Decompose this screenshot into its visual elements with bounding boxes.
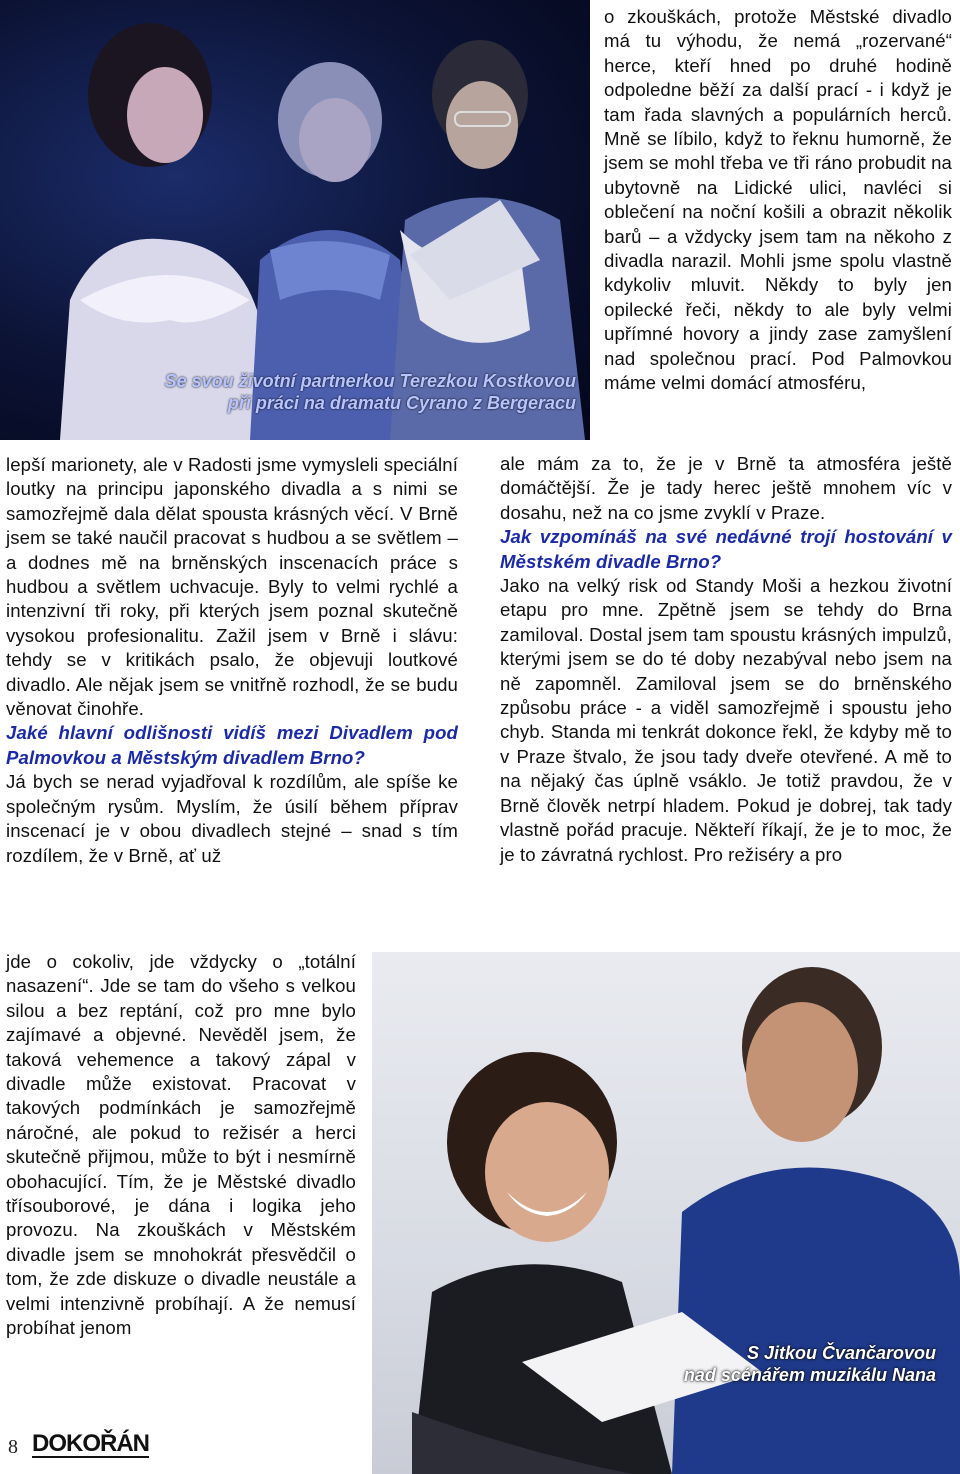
- paragraph: ale mám za to, že je v Brně ta atmosféra ještě domáčtější. Že je tady herec ještě mnohem víc v dosahu, než na co jsme zvyklí v Praze.: [500, 453, 952, 523]
- bottom-caption-line1: S Jitkou Čvančarovou: [746, 1343, 936, 1363]
- top-caption-line1: Se svou životní partnerkou Terezkou Kostkovou: [164, 371, 576, 391]
- right-column-top-text: [604, 5, 952, 396]
- interview-question: Jaké hlavní odlišnosti vidíš mezi Divadlem pod Palmovkou a Městským divadlem Brno?: [6, 722, 458, 768]
- bottom-caption-line2: nad scénářem muzikálu Nana: [683, 1365, 936, 1385]
- top-caption-line2: při práci na dramatu Cyrano z Bergeracu: [227, 393, 576, 413]
- left-column-text: [6, 453, 458, 868]
- rehearsal-photo: [372, 952, 960, 1474]
- left-column-lower-text: [6, 950, 356, 1341]
- bottom-photo-caption: [600, 1342, 936, 1386]
- interview-question: Jak vzpomínáš na své nedávné trojí hostování v Městském divadle Brno?: [500, 526, 952, 572]
- paragraph: lepší marionety, ale v Radosti jsme vymysleli speciální loutky na principu japonského divadla a s nimi se samozřejmě dala dělat spousta krásných věcí. V Brně jsem se také naučil pracovat s hudbou a se světlem – a dodnes mě na brněnských inscenacích práce s hudbou a světlem uchvacuje. Byly to velmi rychlé a intenzivní tři roky, při kterých jsem poznal skutečně vysokou profesionalitu. Zažil jsem v Brně i slávu: tehdy se v kritikách psalo, že objevuji loutkové divadlo. Ale nějak jsem se vnitřně rozhodl, že se budu věnovat činohře.: [6, 454, 458, 720]
- rehearsal-photo-illustration: [372, 952, 960, 1474]
- paragraph: jde o cokoliv, jde vždycky o „totální nasazení“. Jde se tam do všeho s velkou silou a bez reptání, což pro mne bylo zajímavé a objevné. Nevěděl jsem, že taková vehemence a takový zápal v divadle může existovat. Pracovat v takových podmínkách je samozřejmě náročné, ale pokud to režisér a herci skutečně přijmou, může to být i nesmírně obohacující. Tím, že je Městské divadlo třísouborové, je dána i logika jeho provozu. Na zkouškách v Městském divadle jsem se mnohokrát přesvědčil o tom, že zde diskuze o divadle neustále a velmi intenzivně probíhají. A že nemusí probíhat jenom: [6, 951, 356, 1339]
- right-column-mid-text: [500, 452, 952, 867]
- page-number: 8: [8, 1436, 18, 1458]
- paragraph: o zkouškách, protože Městské divadlo má tu výhodu, že nemá „rozervané“ herce, kteří hned po druhé hodině odpoledne běží za další prací - i když je tam řada slavných a populárních herců. Mně se líbilo, když to řeknu humorně, že jsem se mohl třeba ve tři ráno probudit na ubytovně na Lidické ulici, navléci si oblečení na noční košili a obrazit několik barů – a vždycky jsem tam na někoho z divadla narazil. Mohli jsme spolu vlastně kdykoliv mluvit. Někdy to byly jen opilecké řeči, někdy to ale byly velmi upřímné hovory a jindy zase zamyšlení nad společnou prací. Pod Palmovkou máme velmi domácí atmosféru,: [604, 6, 952, 394]
- paragraph: Jako na velký risk od Standy Moši a hezkou životní etapu pro mne. Zpětně jsem se tehdy do Brna zamiloval. Dostal jsem tam spoustu krásných impulzů, kterými jsem se do té doby nezabýval nebo jsem na ně zapomněl. Zamiloval jsem se do brněnského způsobu práce - a viděl samozřejmě i spoustu jeho chyb. Standa mi tenkrát dokonce řekl, že kdyby mě to v Praze štvalo, že jsou tady dveře otevřené. A mě to na nějaký čas úplně vsáklo. Je totiž pravdou, že v Brně člověk netrpí hladem. Pokud je dobrej, tak tady vlastně pořád pracuje. Někteří říkají, že je to moc, že je to závratná rychlost. Pro režiséry a pro: [500, 575, 952, 865]
- top-photo-caption: [56, 370, 576, 414]
- paragraph: Já bych se nerad vyjadřoval k rozdílům, ale spíše ke společným rysům. Myslím, že úsilí během příprav inscenací je v obou divadlech stejné – snad s tím rozdílem, že v Brně, ať už: [6, 771, 458, 866]
- magazine-logo: DOKOŘÁN: [32, 1430, 149, 1457]
